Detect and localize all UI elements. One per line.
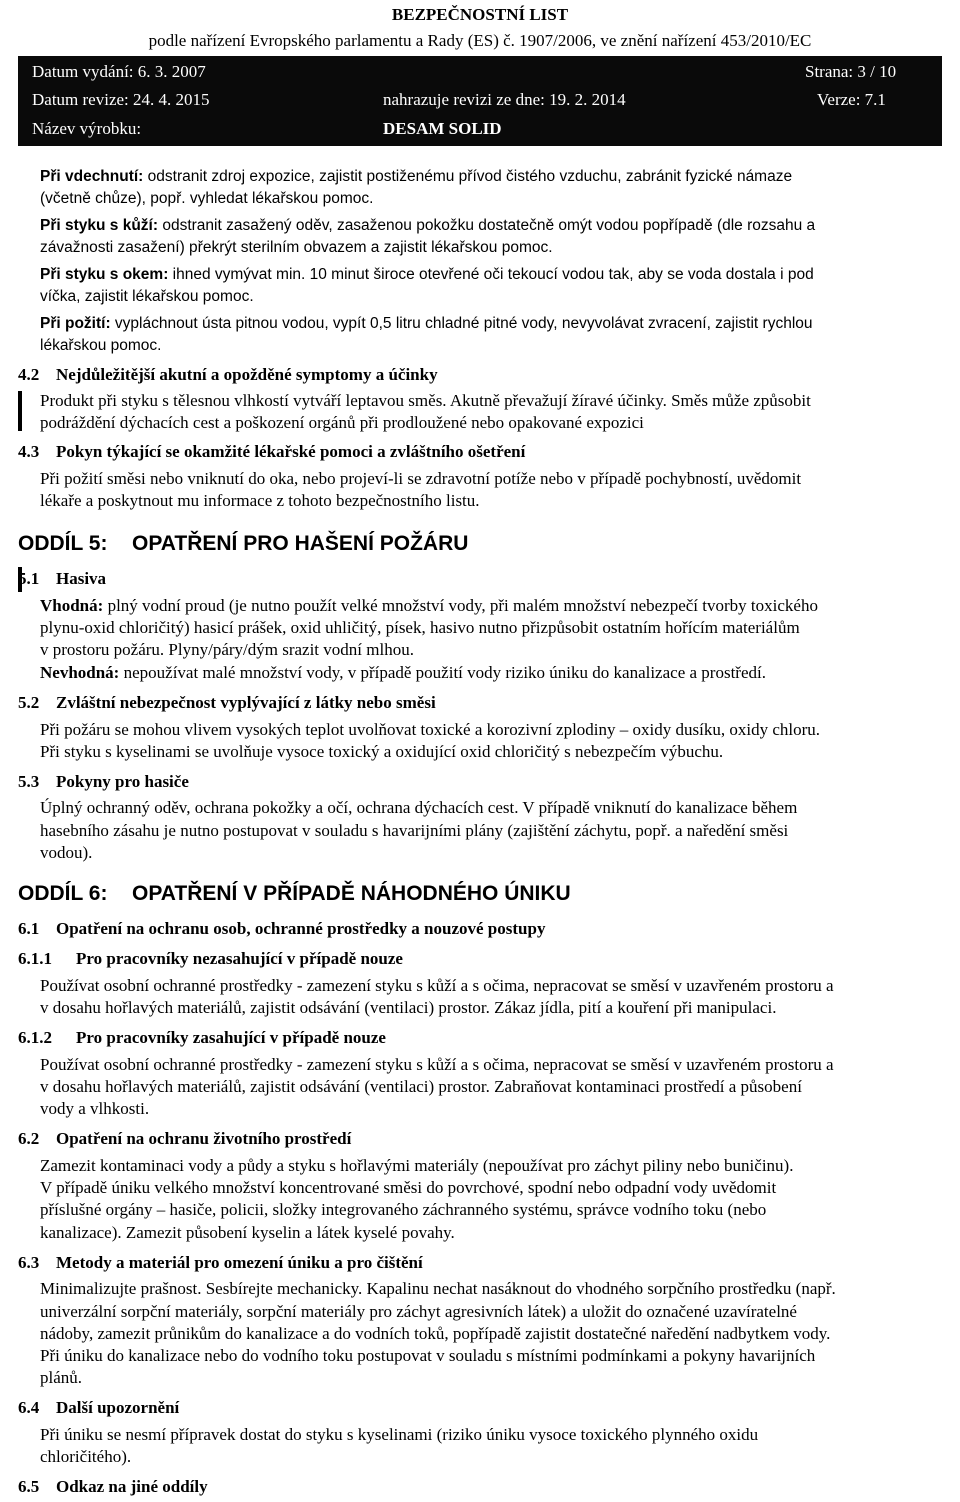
document-header	[0, 0, 960, 146]
section-4-3-line-2: lékaře a poskytnout mu informace z tohoto bezpečnostního listu.	[40, 491, 480, 510]
section-6-2-line-3: příslušné orgány – hasiče, policii, složky integrovaného záchranného systému, správce vodního toku (nebo	[40, 1200, 767, 1219]
document-subtitle: podle nařízení Evropského parlamentu a Rady (ES) č. 1907/2006, ve znění nařízení 453/2010/EC	[148, 31, 812, 50]
section-4-3-line-1: Při požití směsi nebo vniknutí do oka, nebo projeví-li se zdravotní potíže nebo v případě pochybností, uvědomit	[40, 469, 802, 488]
product-name: DESAM SOLID	[383, 119, 502, 138]
section-5-2-line-1: Při požáru se mohou vlivem vysokých teplot uvolňovat toxické a korozivní zplodiny – oxidy dusíku, oxidy chloru.	[40, 720, 820, 739]
section-6-2-line-2: V případě úniku velkého množství koncentrované směsi do povrchové, spodní nebo odpadní vody uvědomit	[40, 1178, 777, 1197]
section-6-2-line-4: kanalizace). Zamezit působení kyselin a látek kyselé povahy.	[40, 1223, 455, 1242]
eye-line-2: víčka, zajistit lékařskou pomoc.	[40, 288, 254, 305]
section-6-1-2-line-1: Používat osobní ochranné prostředky - zamezení styku s kůží a s očima, nepracovat se směsí v uzavřeném prostoru a	[40, 1055, 834, 1074]
section-5-2-line-2: Při styku s kyselinami se uvolňuje vysoce toxický a oxidující oxid chloričitý s nebezpečím výbuchu.	[40, 742, 724, 761]
section-6-1-1-line-1: Používat osobní ochranné prostředky - zamezení styku s kůží a s očima, nepracovat se směsí v uzavřeném prostoru a	[40, 976, 834, 995]
section-5-1-heading: 5.1 Hasiva	[18, 569, 107, 588]
revision-change-bar	[18, 391, 22, 431]
document-title: BEZPEČNOSTNÍ LIST	[391, 5, 569, 24]
inhalation-line-1: Při vdechnutí: odstranit zdroj expozice, zajistit postiženému přívod čistého vzduchu, zabránit fyzické námaze	[40, 168, 793, 185]
eye-line-1: Při styku s okem: ihned vymývat min. 10 minut široce otevřené oči tekoucí vodou tak, aby se voda dostala i pod	[40, 266, 814, 283]
section-5-3-heading: 5.3 Pokyny pro hasiče	[18, 772, 189, 791]
section-4-2-line-1: Produkt při styku s tělesnou vlhkostí vytváří leptavou směs. Akutně převažují žíravé účinky. Směs může způsobit	[40, 391, 811, 410]
version: Verze: 7.1	[817, 90, 886, 109]
section-6-1-2-line-2: v dosahu hořlavých materiálů, zajistit odsávání (ventilaci) prostor. Zabraňovat kontaminaci prostředí a působení	[40, 1077, 802, 1096]
section-6-2-heading: 6.2 Opatření na ochranu životního prostředí	[18, 1129, 352, 1148]
suitable-line-1: Vhodná: plný vodní proud (je nutno použít velké množství vody, při malém množství nebezpečí tvorby toxického	[40, 596, 818, 615]
issue-date: Datum vydání: 6. 3. 2007	[32, 62, 206, 81]
section-6-3-line-3: nádoby, zamezit průnikům do kanalizace a do vodních toků, popřípadě zajistit dostatečné naředění nadbytkem vody.	[40, 1324, 831, 1343]
section-5-3-line-2: hasebního zásahu je nutno postupovat v souladu s havarijními plány (zajištění záchytu, popř. a naředění směsi	[40, 821, 789, 840]
section-4-3-heading: 4.3 Pokyn týkající se okamžité lékařské pomoci a zvláštního ošetření	[18, 442, 526, 461]
section-6-4-heading: 6.4 Další upozornění	[18, 1398, 180, 1417]
revision-date: Datum revize: 24. 4. 2015	[32, 90, 210, 109]
section-6-1-heading: 6.1 Opatření na ochranu osob, ochranné prostředky a nouzové postupy	[18, 919, 546, 938]
inhalation-line-2: (včetně chůze), popř. vyhledat lékařskou pomoc.	[40, 190, 374, 207]
section-6-2-line-1: Zamezit kontaminaci vody a půdy a styku s hořlavými materiály (nepoužívat pro záchyt piliny nebo buničinu).	[40, 1156, 794, 1175]
section-6-4-line-1: Při úniku se nesmí přípravek dostat do styku s kyselinami (riziko úniku vysoce toxického plynného oxidu	[40, 1425, 759, 1444]
section-6-1-2-line-3: vody a vlhkosti.	[40, 1099, 150, 1118]
section-6-3-heading: 6.3 Metody a materiál pro omezení úniku a pro čištění	[18, 1253, 423, 1272]
ingestion-line-1: Při požití: vypláchnout ústa pitnou vodou, vypít 0,5 litru chladné pitné vody, nevyvolávat zvracení, zajistit rychlou	[40, 315, 813, 332]
section-5-3-line-1: Úplný ochranný oděv, ochrana pokožky a očí, ochrana dýchacích cest. V případě vniknutí do kanalizace během	[40, 798, 798, 817]
section-6-1-2-heading: 6.1.2 Pro pracovníky zasahující v případě nouze	[18, 1028, 386, 1047]
section-6-1-1-heading: 6.1.1 Pro pracovníky nezasahující v případě nouze	[18, 949, 403, 968]
section-6-3-line-5: plánů.	[40, 1368, 83, 1387]
section-6-3-line-2: univerzální sorpční materiály, sorpční materiály pro záchyt agresivních látek) a uložit do označené uzavíratelné	[40, 1302, 797, 1321]
product-label: Název výrobku:	[32, 119, 142, 138]
section-6-3-line-1: Minimalizujte prašnost. Sesbírejte mechanicky. Kapalinu nechat nasáknout do vhodného sorpčního prostředku (např.	[40, 1279, 836, 1298]
unsuitable-line-1: Nevhodná: nepoužívat malé množství vody, v případě použití vody riziko úniku do kanalizace a prostředí.	[40, 663, 766, 682]
section-5-heading: ODDÍL 5: OPATŘENÍ PRO HAŠENÍ POŽÁRU	[18, 532, 469, 555]
suitable-line-2: plynu-oxid chloričitý) hasicí prášek, oxid uhličitý, písek, hasivo nutno přizpůsobit ostatním hořícím materiálům	[40, 618, 800, 637]
section-6-3-line-4: Při úniku do kanalizace nebo do vodního toku postupovat v souladu s místními podmínkami a pokyny havarijních	[40, 1346, 816, 1365]
section-6-1-1-line-2: v dosahu hořlavých materiálů, zajistit odsávání (ventilaci) prostor. Zákaz jídla, pití a kouření při manipulaci.	[40, 998, 777, 1017]
section-6-heading: ODDÍL 6: OPATŘENÍ V PŘÍPADĚ NÁHODNÉHO ÚNIKU	[18, 882, 571, 905]
section-5-3-line-3: vodou).	[40, 843, 93, 862]
page-number: Strana: 3 / 10	[805, 62, 897, 81]
suitable-line-3: v prostoru požáru. Plyny/páry/dým srazit vodní mlhou.	[40, 640, 414, 659]
section-6-4-line-2: chloričitého).	[40, 1447, 132, 1466]
skin-line-1: Při styku s kůží: odstranit zasažený oděv, zasaženou pokožku dostatečně omýt vodou popřípadě (dle rozsahu a	[40, 217, 816, 234]
skin-line-2: závažnosti zasažení) překrýt sterilním obvazem a zajistit lékařskou pomoc.	[40, 239, 553, 256]
section-5-2-heading: 5.2 Zvláštní nebezpečnost vyplývající z látky nebo směsi	[18, 693, 436, 712]
section-4-2-heading: 4.2 Nejdůležitější akutní a opožděné symptomy a účinky	[18, 365, 438, 384]
replaces-revision: nahrazuje revizi ze dne: 19. 2. 2014	[383, 90, 626, 109]
ingestion-line-2: lékařskou pomoc.	[40, 337, 162, 354]
section-4-2-line-2: podráždění dýchacích cest a poškození orgánů při prodloužené nebo opakované expozici	[40, 413, 644, 432]
section-6-5-heading: 6.5 Odkaz na jiné oddíly	[18, 1477, 208, 1496]
